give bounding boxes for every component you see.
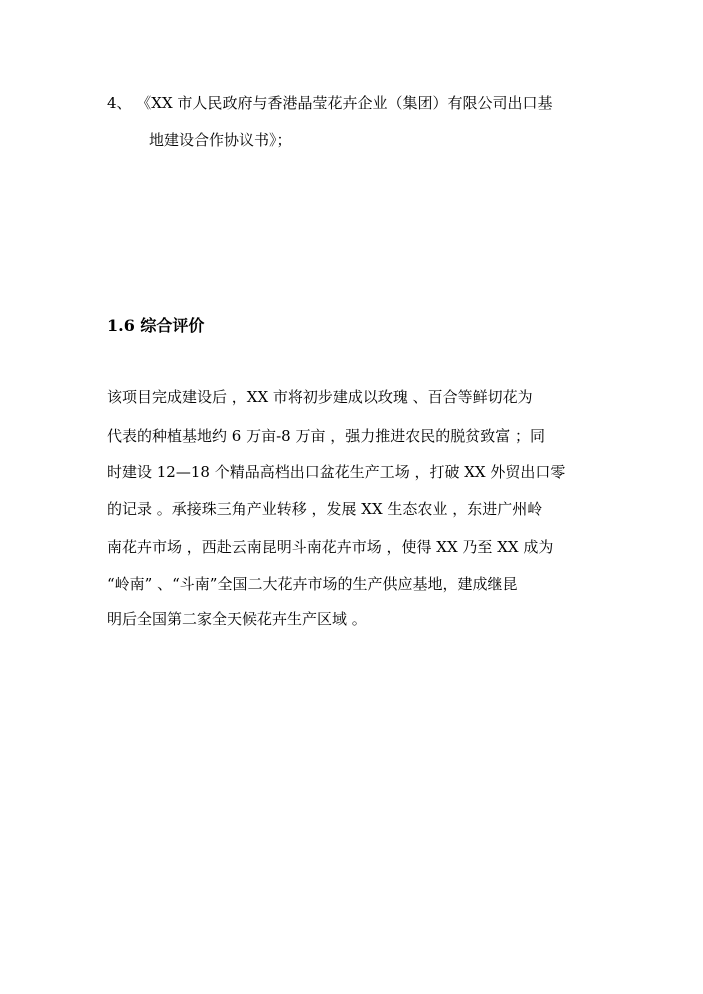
paragraph-line-3: 时建设 12—18 个精品高档出口盆花生产工场 ，打破 XX 外贸出口零 — [107, 463, 566, 481]
paragraph-line-7: 明后全国第二家全天候花卉生产区域 。 — [107, 610, 367, 628]
list-item-line-1: 4、 《XX 市人民政府与香港晶莹花卉企业（集团）有限公司出口基 — [107, 94, 553, 112]
paragraph-line-4: 的记录 。承接珠三角产业转移 ，发展 XX 生态农业 ，东进广州岭 — [107, 500, 543, 518]
paragraph-line-1: 该项目完成建设后 ，XX 市将初步建成以玫瑰 、百合等鲜切花为 — [107, 388, 533, 406]
paragraph-line-2: 代表的种植基地约 6 万亩-8 万亩 ，强力推进农民的脱贫致富 ；同 — [107, 427, 545, 445]
paragraph-line-6: “岭南” 、“斗南”全国二大花卉市场的生产供应基地，建成继昆 — [107, 575, 518, 593]
paragraph-line-5: 南花卉市场 ，西赴云南昆明斗南花卉市场 ，使得 XX 乃至 XX 成为 — [107, 538, 554, 556]
list-item-line-2: 地建设合作协议书》； — [149, 131, 292, 149]
section-heading: 1.6 综合评价 — [107, 316, 205, 335]
